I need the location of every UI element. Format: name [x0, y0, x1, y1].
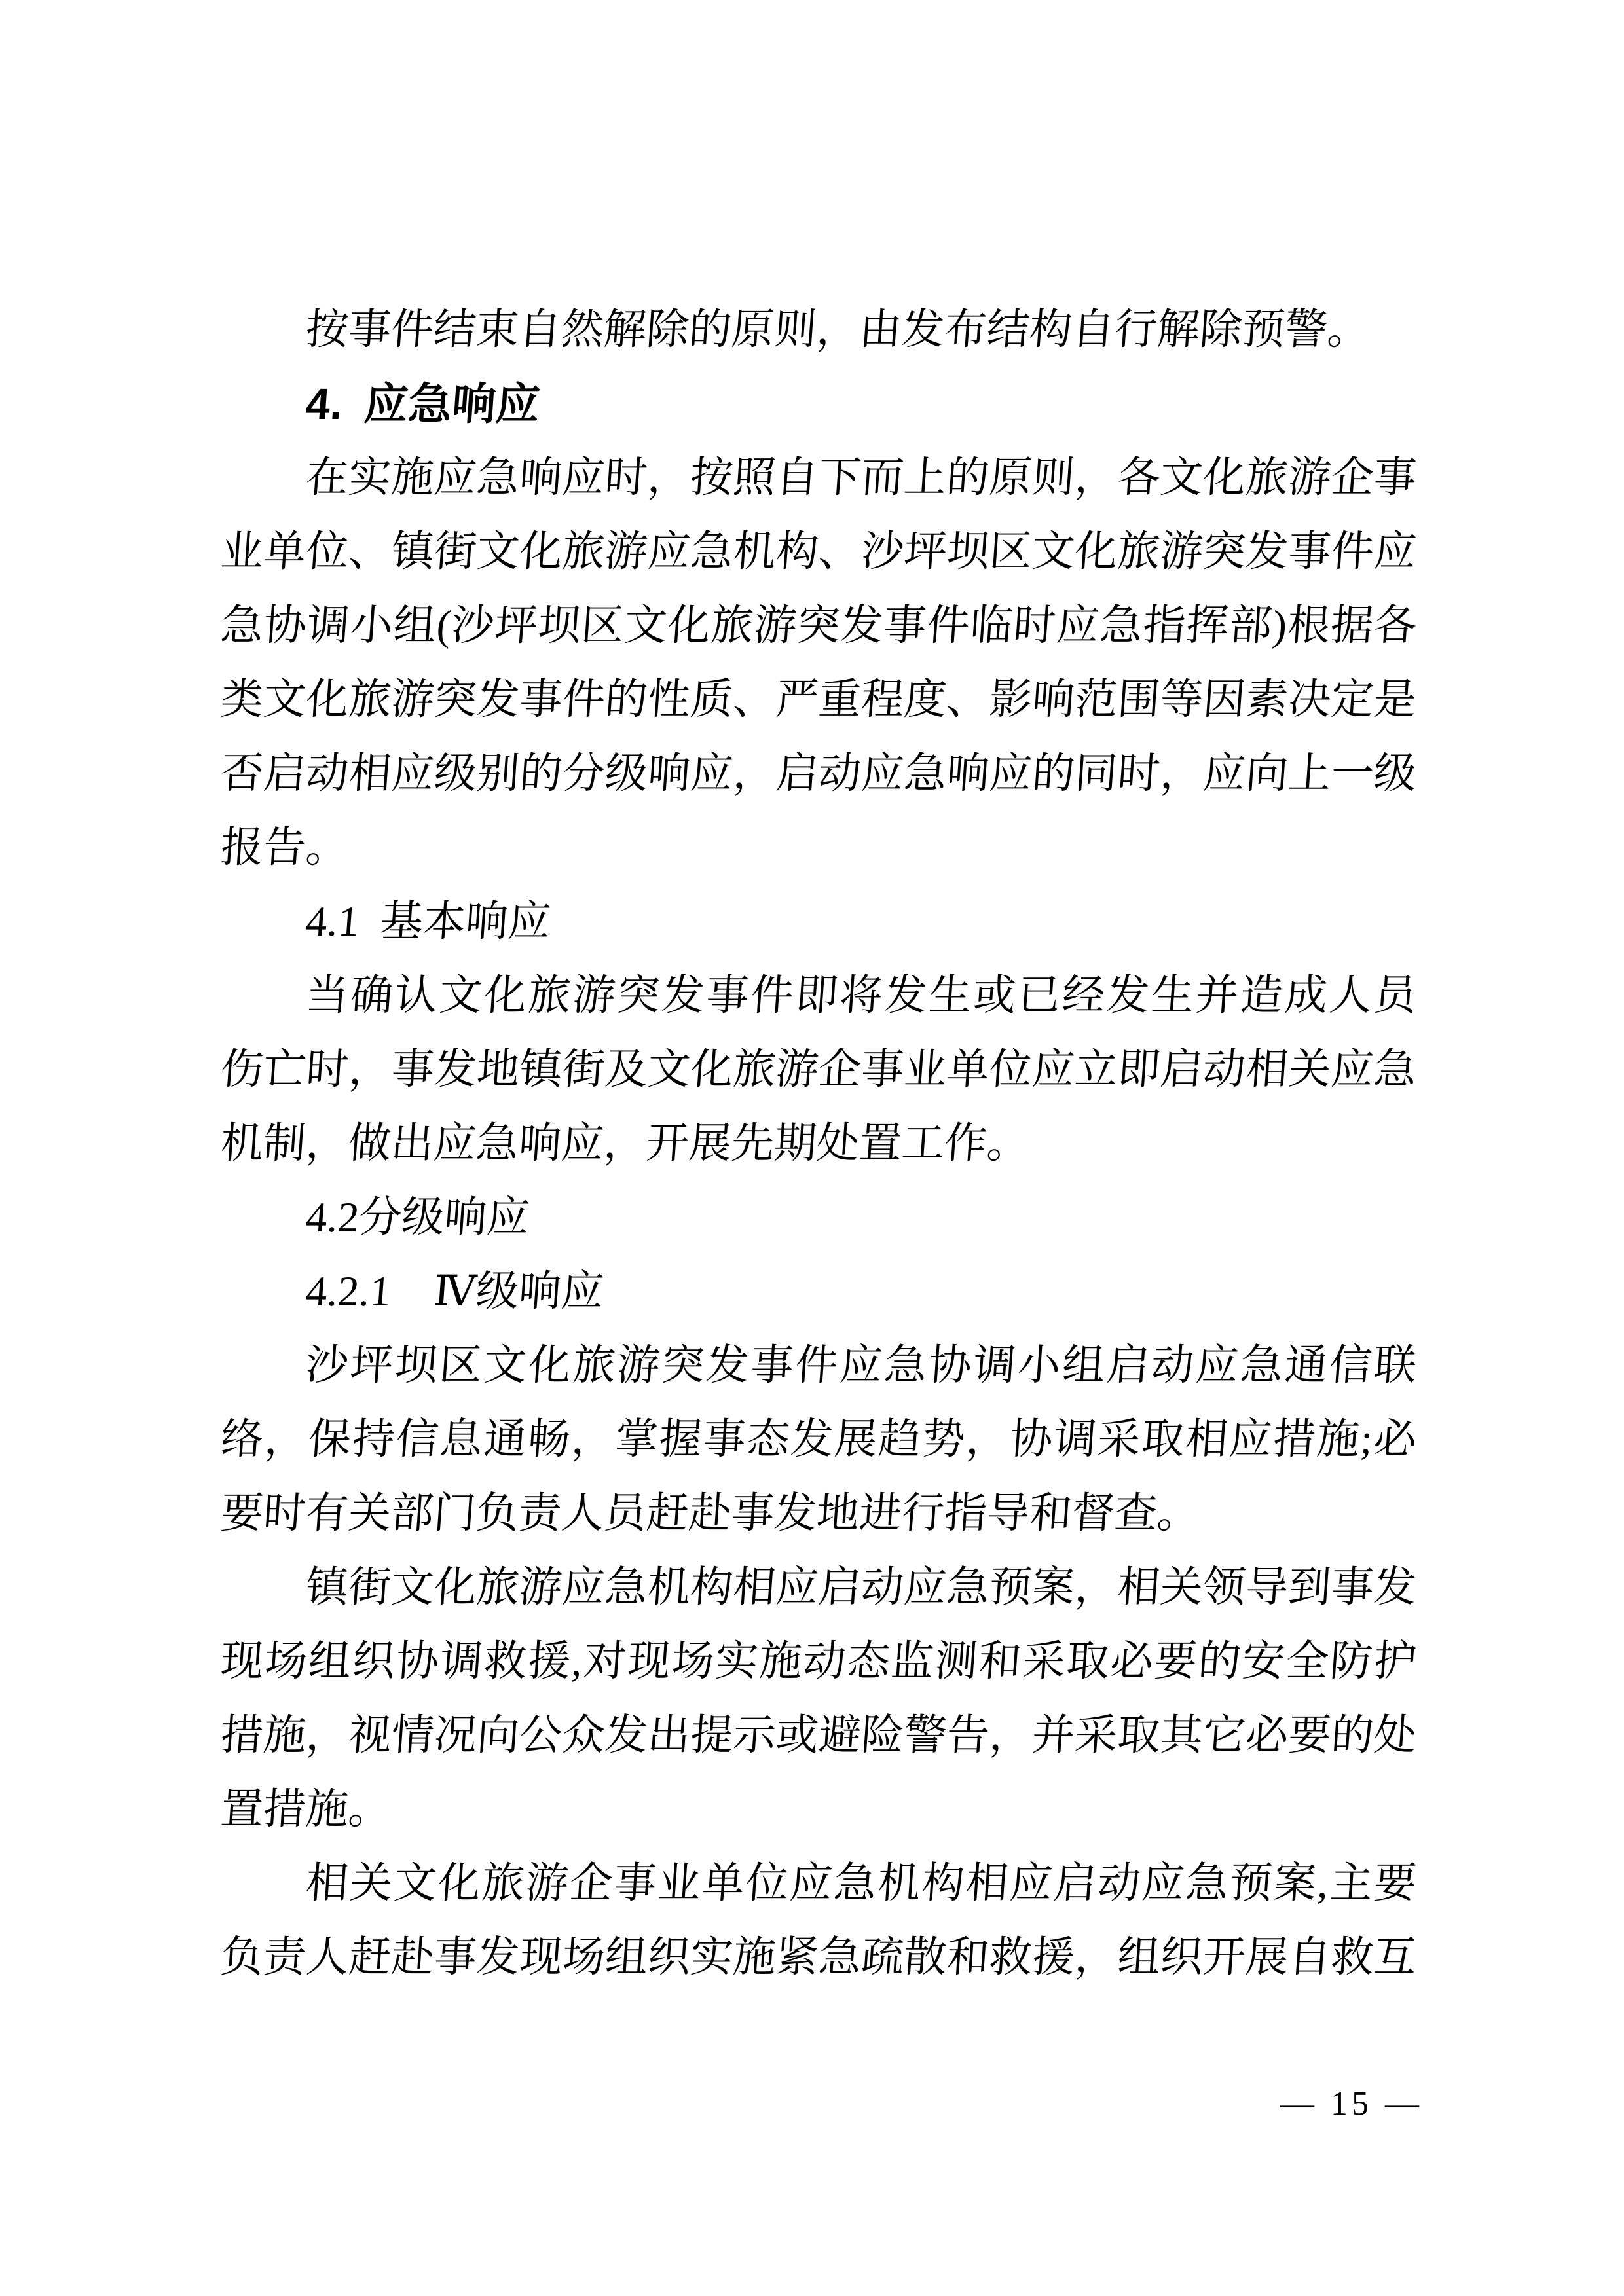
- text-line: 要时有关部门负责人员赶赴事发地进行指导和督查。: [219, 1490, 1202, 1537]
- page-number: — 15 —: [1280, 2085, 1423, 2123]
- heading-graded-response: [221, 1181, 1416, 1255]
- text-line: 报告。: [219, 824, 350, 871]
- paragraph-basic-response: [221, 959, 1416, 1181]
- heading-level4-response: [221, 1255, 1416, 1329]
- paragraph-level4-coordination: [221, 1329, 1416, 1551]
- paragraph-town-street-response: [221, 1551, 1416, 1847]
- text-line: 负责人赶赴事发现场组织实施紧急疏散和救援，组织开展自救互: [219, 1934, 1418, 1981]
- document-body: [221, 293, 1416, 1995]
- text-line: 类文化旅游突发事件的性质、严重程度、影响范围等因素决定是: [219, 676, 1418, 723]
- text-line: 伤亡时，事发地镇街及文化旅游企事业单位应立即启动相关应急: [219, 1046, 1418, 1093]
- text-line: 相关文化旅游企事业单位应急机构相应启动应急预案,主要: [304, 1860, 1418, 1907]
- text-line: 4.2.1 Ⅳ级响应: [304, 1268, 606, 1315]
- paragraph-previous-continuation: [221, 293, 1416, 367]
- text-line: 措施，视情况向公众发出提示或避险警告，并采取其它必要的处: [219, 1712, 1418, 1759]
- paragraph-response-principle: [221, 441, 1416, 885]
- text-line: 急协调小组(沙坪坝区文化旅游突发事件临时应急指挥部)根据各: [219, 602, 1418, 649]
- text-line: 沙坪坝区文化旅游突发事件应急协调小组启动应急通信联: [304, 1342, 1418, 1389]
- text-line: 现场组织协调救援,对现场实施动态监测和采取必要的安全防护: [219, 1638, 1418, 1685]
- text-line: 按事件结束自然解除的原则，由发布结构自行解除预警。: [304, 306, 1372, 354]
- text-line: 机制，做出应急响应，开展先期处置工作。: [219, 1120, 1031, 1167]
- text-line: 置措施。: [219, 1786, 393, 1833]
- text-line: 当确认文化旅游突发事件即将发生或已经发生并造成人员: [304, 972, 1418, 1019]
- text-line: 4. 应急响应: [304, 380, 542, 429]
- text-line: 络，保持信息通畅，掌握事态发展趋势，协调采取相应措施;必: [219, 1416, 1418, 1463]
- text-line: 在实施应急响应时，按照自下而上的原则，各文化旅游企事: [304, 454, 1418, 501]
- text-line: 否启动相应级别的分级响应，启动应急响应的同时，应向上一级: [219, 750, 1418, 797]
- text-line: 业单位、镇街文化旅游应急机构、沙坪坝区文化旅游突发事件应: [219, 528, 1418, 575]
- heading-emergency-response: [221, 367, 1416, 441]
- paragraph-enterprise-response: [221, 1847, 1416, 1995]
- text-line: 4.1 基本响应: [304, 898, 553, 945]
- heading-basic-response: [221, 885, 1416, 959]
- text-line: 镇街文化旅游应急机构相应启动应急预案，相关领导到事发: [304, 1564, 1418, 1611]
- text-line: 4.2分级响应: [304, 1194, 531, 1241]
